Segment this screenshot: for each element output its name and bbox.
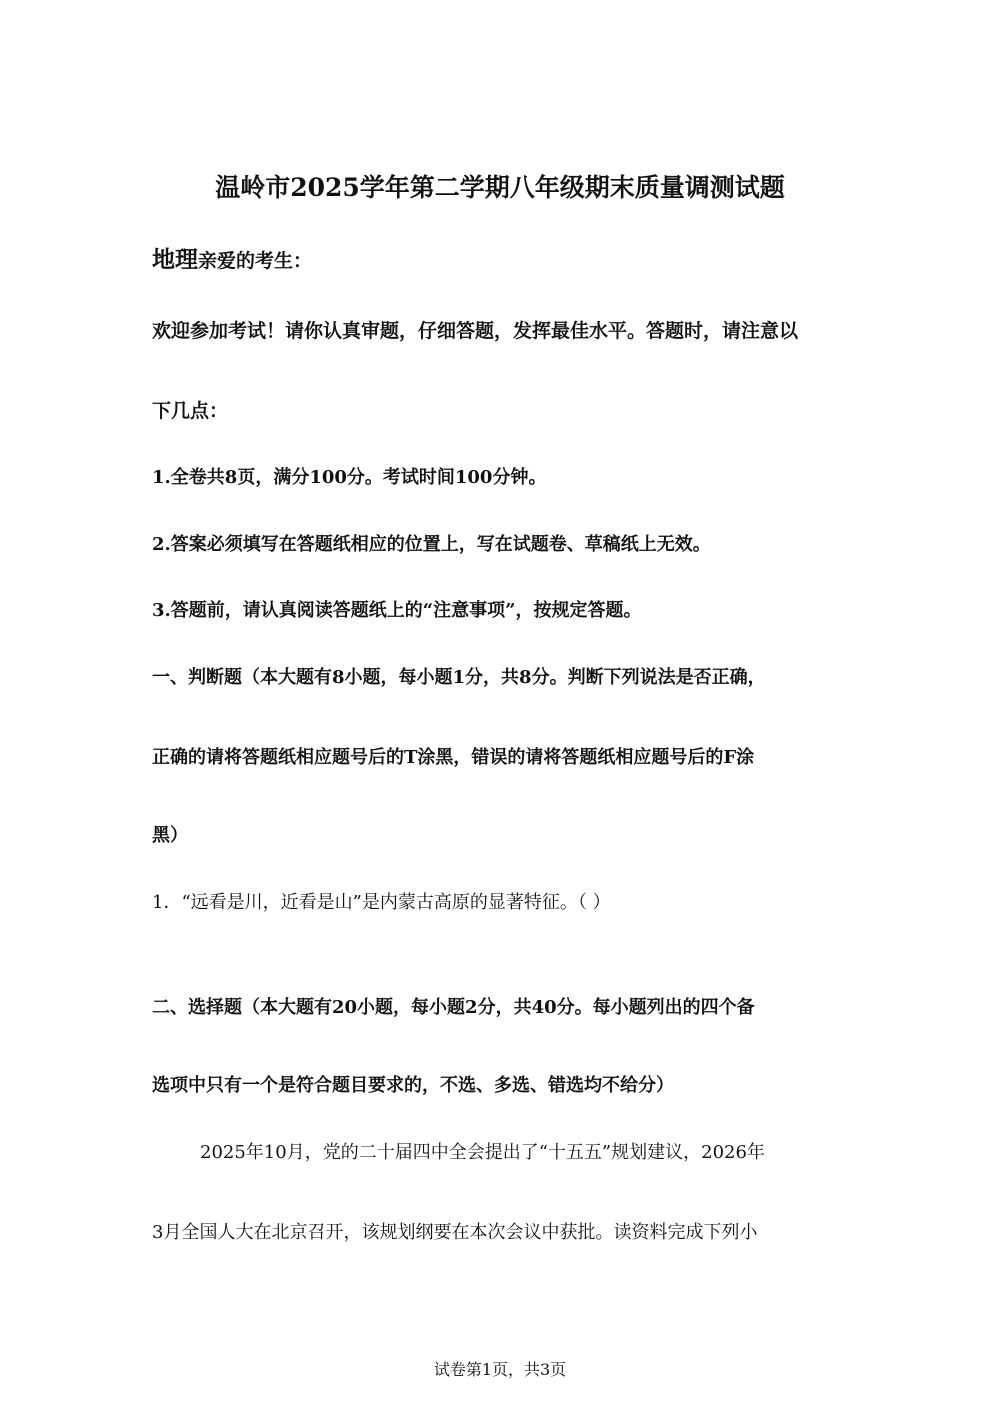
note-1: 1.全卷共8页，满分100分。考试时间100分钟。 bbox=[152, 467, 547, 488]
intro-line-2: 下几点： bbox=[152, 400, 229, 422]
section1-heading-line-1: 一、判断题（本大题有8小题，每小题1分，共8分。判断下列说法是否正确， bbox=[152, 667, 766, 688]
exam-title: 温岭市2025学年第二学期八年级期末质量调测试题 bbox=[215, 173, 785, 202]
section1-heading-line-2: 正确的请将答题纸相应题号后的T涂黑，错误的请将答题纸相应题号后的F涂 bbox=[152, 747, 755, 768]
greeting: 亲爱的考生： bbox=[198, 250, 313, 272]
note-2: 2.答案必须填写在答题纸相应的位置上，写在试题卷、草稿纸上无效。 bbox=[152, 534, 711, 555]
section2-heading-line-2: 选项中只有一个是符合题目要求的，不选、多选、错选均不给分） bbox=[152, 1075, 674, 1096]
section1-heading-line-3: 黑） bbox=[152, 825, 188, 846]
intro-line-1: 欢迎参加考试！请你认真审题，仔细答题，发挥最佳水平。答题时，请注意以 bbox=[152, 320, 799, 342]
page-footer: 试卷第1页，共3页 bbox=[433, 1360, 567, 1379]
passage-line-2: 3月全国人大在北京召开，该规划纲要在本次会议中获批。读资料完成下列小 bbox=[152, 1222, 758, 1243]
passage-line-1: 2025年10月，党的二十届四中全会提出了“十五五”规划建议，2026年 bbox=[200, 1142, 765, 1163]
note-3: 3.答题前，请认真阅读答题纸上的“注意事项”，按规定答题。 bbox=[152, 600, 642, 621]
subject-label: 地理 bbox=[152, 246, 198, 273]
question-1: 1．“远看是川，近看是山”是内蒙古高原的显著特征。（ ） bbox=[152, 892, 611, 913]
section2-heading-line-1: 二、选择题（本大题有20小题，每小题2分，共40分。每小题列出的四个备 bbox=[152, 997, 755, 1018]
subject-greeting-line bbox=[152, 241, 852, 274]
